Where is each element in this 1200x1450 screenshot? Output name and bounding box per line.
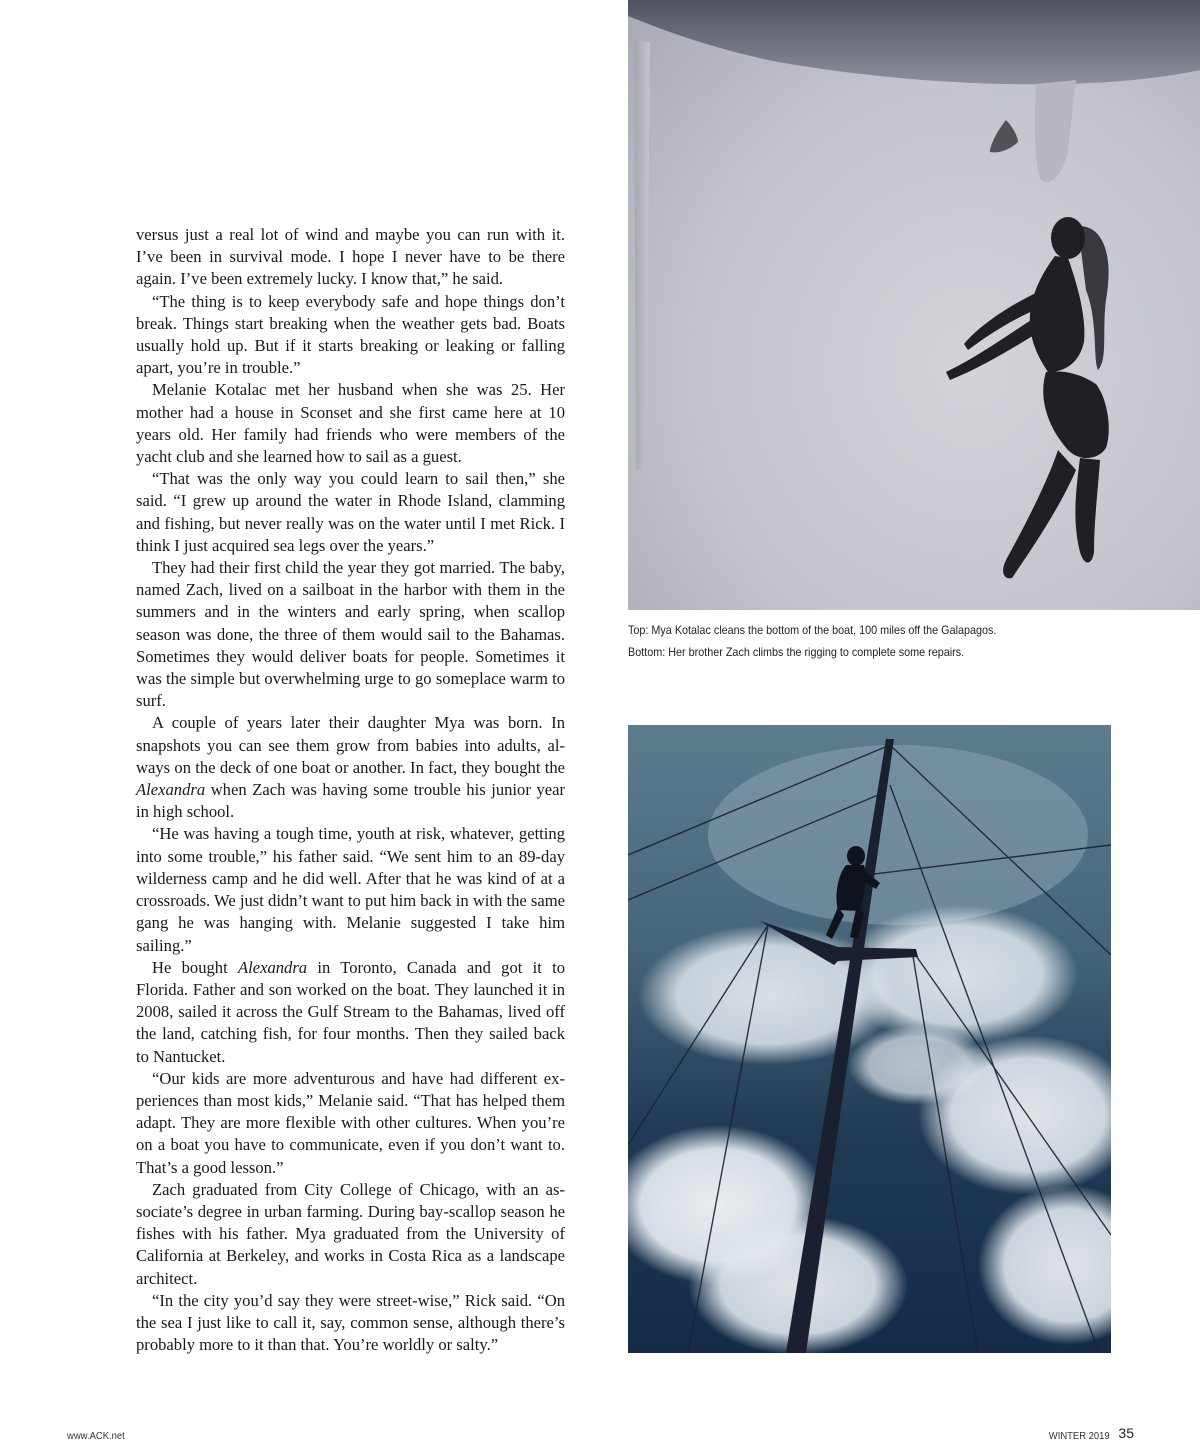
article-paragraph: He bought Alexandra in Toronto, Canada and got it to Florida. Father and son worked on the boat. They launched it in 2008, sailed it across the Gulf Stream to the Bahamas, lived off the land, catching fish, for four months. Then they sailed back to Nantucket. <box>136 957 565 1066</box>
article-paragraph: “That was the only way you could learn to sail then,” she said. “I grew up around the water in Rhode Island, clamming and fishing, but never really was on the water until I met Rick. I think I just acquired sea legs over the years.” <box>136 469 565 555</box>
article-body <box>136 224 565 1356</box>
article-paragraph: A couple of years later their daughter Mya was born. In snapshots you can see them grow from babies into adults, always on the deck of one boat or another. In fact, they bought the Alexandra when Zach was having some trouble his junior year in high school. <box>136 713 565 822</box>
article-paragraph: Zach graduated from City College of Chicago, with an associate’s degree in urban farming. During bay-scallop season he fishes with his father. Mya graduated from the University of California at Berkeley, and works in Costa Rica as a landscape architect. <box>136 1179 565 1288</box>
page-number: 35 <box>1118 1425 1134 1441</box>
footer-url[interactable]: www.ACK.net <box>67 1430 125 1442</box>
photo-underwater-diver <box>628 0 1200 610</box>
photo-mast-climb <box>628 725 1111 1353</box>
article-paragraph: “In the city you’d say they were street-wise,” Rick said. “On the sea I just like to call it, say, common sense, although there’s probably more to it than that. You’re worldly or salty.” <box>136 1290 565 1355</box>
article-paragraph: Melanie Kotalac met her husband when she was 25. Her mother had a house in Sconset and she first came here at 10 years old. Her family had friends who were members of the yacht club and she learned how to sail as a guest. <box>136 380 565 467</box>
boat-name: Alexandra <box>136 780 206 800</box>
caption-bottom: Bottom: Her brother Zach climbs the rigging to complete some repairs. <box>628 645 965 659</box>
boat-name: Alexandra <box>237 957 308 977</box>
article-paragraph: versus just a real lot of wind and maybe you can run with it. I’ve been in survival mode. I hope I never have to be there again. I’ve been extremely lucky. I know that,” he said. <box>136 225 565 289</box>
footer-issue: WINTER 2019 <box>1049 1430 1110 1442</box>
caption-top: Top: Mya Kotalac cleans the bottom of the boat, 100 miles off the Galapagos. <box>628 623 997 637</box>
article-paragraph: “The thing is to keep everybody safe and hope things don’t break. Things start breaking when the weather gets bad. Boats usually hold up. But if it starts breaking or leaking or falling apart, you’re in trouble.” <box>136 291 565 378</box>
article-paragraph: They had their first child the year they got married. The baby, named Zach, lived on a sailboat in the harbor with them in the summers and in the winters and early spring, when scallop season was done, the three of them would sail to the Bahamas. Sometimes they would deliver boats for people. Sometimes it was the simple but overwhelming urge to go someplace warm to surf. <box>136 558 565 711</box>
article-paragraph: “Our kids are more adventurous and have had different experiences than most kids,” Melanie said. “That has helped them adapt. They are more flexible with other cultures. When you’re on a boat you have to communicate, even if you don’t want to. That’s a good lesson.” <box>136 1068 565 1177</box>
article-paragraph: “He was having a tough time, youth at risk, whatever, getting into some trouble,” his father said. “We sent him to an 89-day wilderness camp and he did well. After that he was kind of at a crossroads. We just didn’t want to put him back in with the same gang he was hanging with. Melanie suggested I take him sailing.” <box>136 824 565 955</box>
photo-caption <box>628 619 1132 663</box>
